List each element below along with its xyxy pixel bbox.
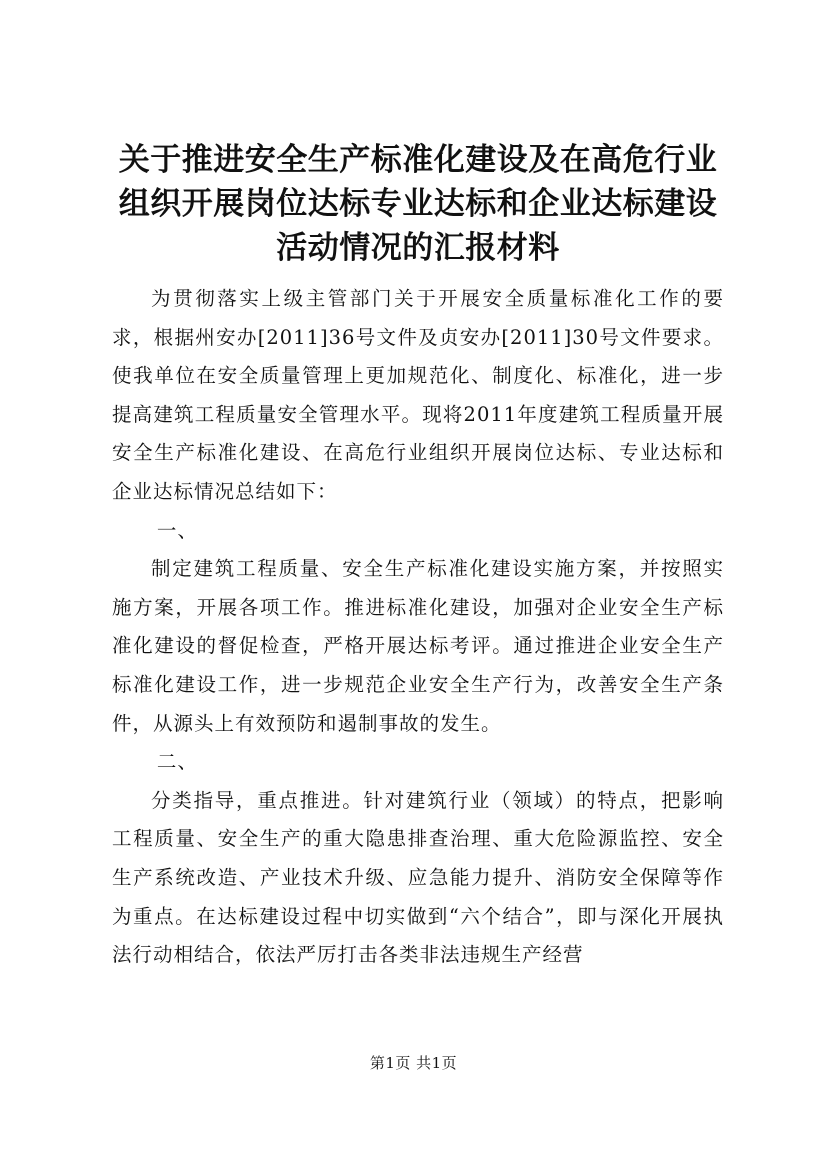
section-2-heading: 二、: [156, 750, 198, 774]
document-body: [112, 280, 724, 975]
section-2-paragraph: 分类指导，重点推进。针对建筑行业（领域）的特点，把影响工程质量、安全生产的重大隐患排查治理、重大危险源监控、安全生产系统改造、产业技术升级、应急能力提升、消防安全保障等作为重点。在达标建设过程中切实做到“六个结合”，即与深化开展执法行动相结合，依法严厉打击各类非法违规生产经营: [112, 788, 724, 967]
intro-paragraph: 为贯彻落实上级主管部门关于开展安全质量标准化工作的要求，根据州安办[2011]36号文件及贞安办[2011]30号文件要求。使我单位在安全质量管理上更加规范化、制度化、标准化，进一步提高建筑工程质量安全管理水平。现将2011年度建筑工程质量开展安全生产标准化建设、在高危行业组织开展岗位达标、专业达标和企业达标情况总结如下：: [112, 287, 724, 503]
page-footer: 第1页 共1页: [369, 1054, 458, 1072]
section-1-paragraph: 制定建筑工程质量、安全生产标准化建设实施方案，并按照实施方案，开展各项工作。推进标准化建设，加强对企业安全生产标准化建设的督促检查，严格开展达标考评。通过推进企业安全生产标准化建设工作，进一步规范企业安全生产行为，改善安全生产条件，从源头上有效预防和遏制事故的发生。: [112, 557, 724, 735]
document-title: 关于推进安全生产标准化建设及在高危行业组织开展岗位达标专业达标和企业达标建设活动情况的汇报材料: [118, 142, 718, 266]
section-1-heading: 一、: [156, 518, 198, 542]
